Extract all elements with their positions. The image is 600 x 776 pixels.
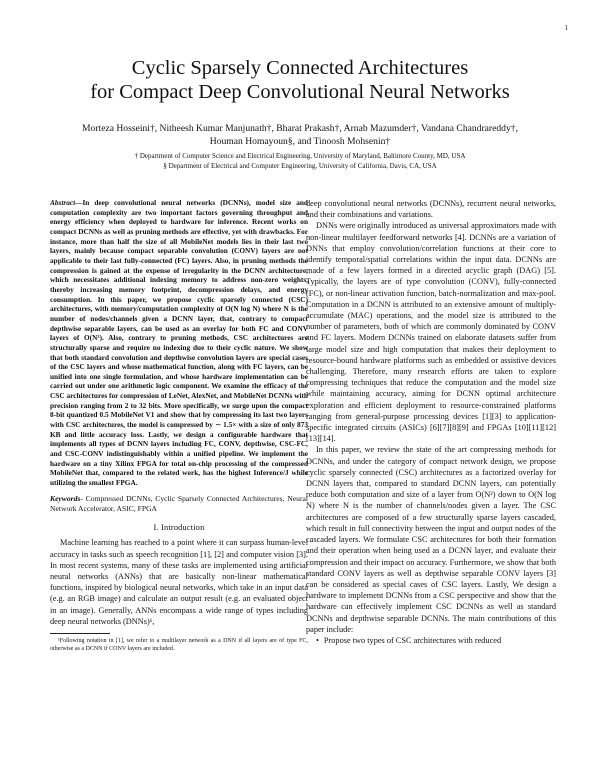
abstract-lead: Abstract— bbox=[50, 198, 83, 207]
contribution-item: • Propose two types of CSC architectures with reduced bbox=[316, 635, 556, 646]
page-number: 1 bbox=[564, 24, 568, 32]
paper-title bbox=[40, 56, 560, 104]
footnote-1: ¹Following notation in [1], we refer to a multilayer network as a DNN if all layers are of type FC, otherwise as a DCNN if CONV layers are included. bbox=[50, 637, 308, 652]
left-column bbox=[50, 198, 308, 653]
author-list bbox=[40, 122, 560, 148]
footnote-rule bbox=[50, 633, 110, 634]
title-line-1: Cyclic Sparsely Connected Architectures bbox=[131, 57, 469, 79]
paragraph-continuation: deep convolutional neural networks (DCNNs), recurrent neural networks, and their combinations and variations. bbox=[306, 199, 556, 220]
paragraph-this-paper: In this paper, we review the state of the art compressing methods for DCNNs, and under the category of compact network design, we propose cyclic sparsely connected (CSC) architectures as a factorized overlay for DCNN layers that, compared to standard DCNN layers, can potentially reduce both computation and size of a layer from O(N²) down to O(N log N) where N is the number of channels/nodes given a layer. The CSC architectures are composed of a few structurally sparse layers cascaded, which result in full connectivity between the input and output nodes of the cascaded layers. We formulate CSC architectures for both their formation and their operation when being used as a DCNN layer, and evaluate their compression and their impact on accuracy. Furthermore, we show that both standard CONV layers as well as depthwise separable CONV layers [3] can be considered as special cases of CSC layers. Lastly, We design a hardware to implement DCNNs from a CSC perspective and show that the hardware can effectively implement CSC DCNNs as well as standard DCNNs and depthwise separable DCNNs. The main contributions of this paper include: bbox=[306, 445, 556, 634]
keywords-lead: Keywords bbox=[50, 493, 81, 503]
abstract-body: In deep convolutional neural networks (DCNNs), model size and computation complexity are two important factors governing throughput and energy efficiency when deployed to hardware for inference. Recent works on compact DCNNs as well as pruning methods are effective, yet with drawbacks. For instance, more than half the size of all MobileNet models lies in their last two layers, mainly because compact separable convolution (CONV) layers are not applicable to their last fully-connected (FC) layers. Also, in pruning methods the compression is gained at the expense of irregularity in the DCNN architecture, which necessitates additional indexing memory to address non-zero weights, thereby increasing memory footprint, decompression delays, and energy consumption. In this paper, we propose cyclic sparsely connected (CSC) architectures, with memory/computation complexity of O(N log N) where N is the number of nodes/channels given a DCNN layer, that, contrary to compact depthwise separable layers, can be used as an overlay for both FC and CONV layers of O(N²). Also, contrary to pruning methods, CSC architectures are structurally sparse and require no indexing due to their cyclic nature. We show that both standard convolution and depthwise convolution layers are special cases of the CSC layers and whose mathematical function, along with FC layers, can be unified into one single formulation, and whose hardware implementation can be carried out under one arithmetic logic component. We examine the efficacy of the CSC architectures for compression of LeNet, AlexNet, and MobileNet DCNNs with precision ranging from 2 to 32 bits. More specifically, we surge upon the compact 8-bit quantized 0.5 MobileNet V1 and show that by compressing its last two layers with CSC architectures, the model is compressed by ∼ 1.5× with a size of only 873 KB and little accuracy loss. Lastly, we design a configurable hardware that implements all types of DCNN layers including FC, CONV, depthwise, CSC-FC, and CSC-CONV indistinguishably within a unified pipeline. We implement the hardware on a tiny Xilinx FPGA for total on-chip processing of the compressed MobileNet that, compared to the related work, has the highest Inference/J while utilizing the smallest FPGA. bbox=[50, 198, 308, 488]
title-line-2: for Compact Deep Convolutional Neural Networks bbox=[90, 81, 510, 103]
section-heading-introduction: I. Introduction bbox=[153, 522, 205, 532]
keywords-body: - Compressed DCNNs, Cyclic Sparsely Connected Architectures, Neural Network Accelerator, ASIC, FPGA bbox=[50, 493, 308, 514]
authors-line-1: Morteza Hosseini†, Nitheesh Kumar Manjunath†, Bharat Prakash†, Arnab Mazumder†, Vandana Chandrareddy†, bbox=[82, 123, 518, 134]
abstract bbox=[50, 198, 308, 488]
keywords bbox=[50, 494, 308, 515]
right-column bbox=[306, 198, 556, 646]
affiliation-1: † Department of Computer Science and Electrical Engineering, University of Maryland, Baltimore County, MD, USA bbox=[134, 152, 466, 160]
contributions-list bbox=[306, 635, 556, 646]
authors-line-2: Houman Homayoun§, and Tinoosh Mohsenin† bbox=[209, 136, 391, 147]
paragraph-dnn-background: DNNs were originally introduced as universal approximators made with non-linear multilayer feedforward networks [4]. DCNNs are a variation of DNNs that employ convolution/correlation functions at their core to identify temporal/spatial correlations within the input data. DCNNs are made of a few layers formed in a directed acyclic graph (DAG) [5]. Typically, the layers are of type convolution (CONV), fully-connected (FC), or non-linear activation function, batch-normalization and max-pool. Computation in a DCNN is attributed to an extensive amount of multiply-accumulate (MAC) operations, and the model size is attributed to the number of parameters, both of which are commonly dominated by CONV and FC layers. Modern DCNNs trained on elaborate datasets suffer from large model size and high computation that makes their deployment to resource-bound hardware platforms such as embedded or assistive devices challenging. Therefore, many research efforts are taken to explore compressing techniques that reduce the computation and the model size while maintaining accuracy, aiming for DCNN optimal architecture exploration and efficient deployment to resource-constrained platforms ranging from general-purpose processing devices [1][3] to application-specific integrated circuits (ASICs) [6][7][8][9] and FPGAs [10][11][12][13][14]. bbox=[306, 221, 556, 444]
affiliation-2: § Department of Electrical and Computer Engineering, University of California, Davis, CA, USA bbox=[163, 162, 437, 170]
intro-paragraph-1: Machine learning has reached to a point where it can surpass human-level accuracy in tasks such as speech recognition [1], [2] and computer vision [3]. In most recent systems, many of these tasks are implemented using artificial neural networks (ANNs) that are basically non-linear mathematical functions, inspired by biological neural networks, which take in an input data (e.g. an RGB image) and calculate an output result (e.g. an evaluated object in an image). Generally, ANNs encompass a wide range of types including deep neural networks (DNNs)¹, bbox=[50, 538, 308, 626]
affiliations bbox=[40, 151, 560, 171]
